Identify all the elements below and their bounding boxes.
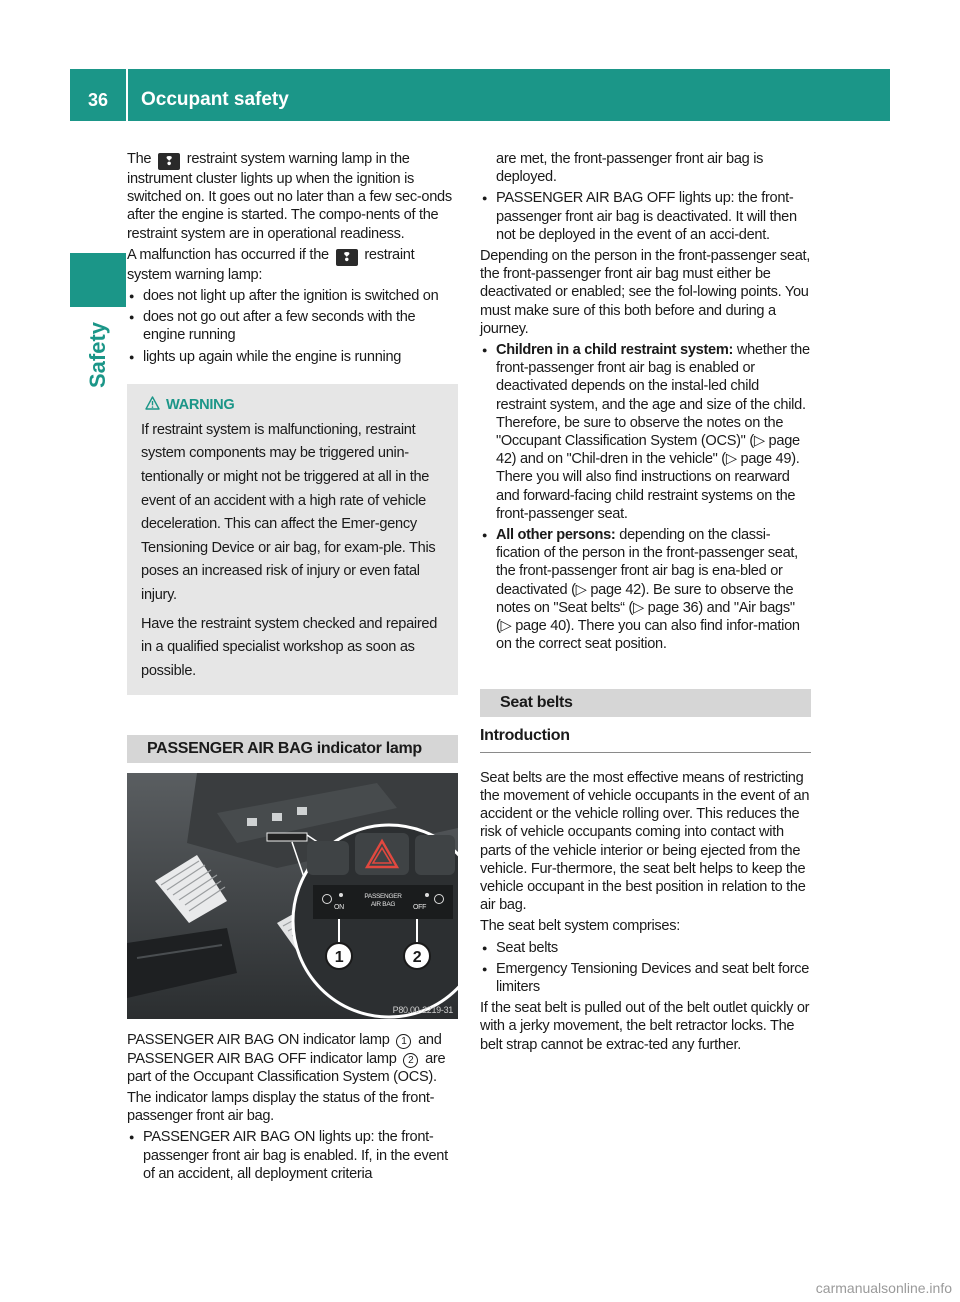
list-item: ● PASSENGER AIR BAG ON lights up: the front-passenger front air bag is enabled. If, in the event of an accident, all deployment criteria — [127, 1128, 458, 1183]
system-components-list — [480, 939, 811, 997]
status-paragraph: The indicator lamps display the status of the front-passenger front air bag. — [127, 1089, 435, 1125]
list-item: ● does not go out after a few seconds with the engine running — [127, 308, 458, 344]
watermark: carmanualsonline.info — [815, 1280, 952, 1296]
section-tab-label: Safety — [85, 321, 110, 389]
comprises-paragraph: The seat belt system comprises: — [480, 918, 680, 935]
callout-2-label: 2 — [412, 949, 422, 967]
off-indicator-label: OFF — [413, 904, 427, 912]
airbag-indicator-photo — [127, 773, 458, 1019]
depending-paragraph: Depending on the person in the front-passenger seat, the front-passenger front air bag must either be deactivated or enabled; see the fol-lowing points. You must make sure of this both before and during a journey. — [480, 248, 811, 337]
callout-1-ref: 1 — [396, 1034, 411, 1049]
intro-text-post: restraint system warning lamp in the instrument cluster lights up when the ignition is switched on. It goes out no later than a few sec-onds after the engine is started. The compo-nents of the restraint system are in operational readiness. — [127, 151, 452, 242]
restraint-warning-lamp-icon: ❢ — [158, 153, 180, 170]
occupant-list — [480, 341, 811, 653]
indicator-list — [127, 1128, 458, 1183]
section-tab-marker — [70, 253, 126, 307]
list-item: ● Emergency Tensioning Devices and seat belt force limiters — [480, 960, 811, 996]
warning-paragraph: If restraint system is malfunctioning, restraint system components may be triggered unin-tentionally or might not be triggered at all in the event of an accident with a high rate of vehicle deceleration. This can affect the Emer-gency Tensioning Device or air bag, for exam-ple. This poses an increased risk of injury or even fatal injury. — [141, 421, 436, 603]
seat-belt-intro-paragraph: Seat belts are the most effective means of restricting the movement of vehicle occupants in the event of an accident or the vehicle rolling over. This reduces the risk of vehicle occupants coming into contact with parts of the vehicle interior or being ejected from the vehicle. Fur-thermore, the seat belt helps to keep the vehicle occupant in the best position in relation to the air bag. — [480, 769, 810, 914]
panel-label-line2: AIR BAG — [370, 901, 396, 909]
section-heading-airbag-lamp: PASSENGER AIR BAG indicator lamp — [127, 735, 458, 763]
list-item: ● PASSENGER AIR BAG OFF lights up: the front-passenger front air bag is deactivated. It will then not be deployed in the event of an acci-dent. — [480, 189, 811, 244]
belt-lock-paragraph: If the seat belt is pulled out of the belt outlet quickly or with a jerky movement, the belt retractor locks. The belt strap cannot be extrac-ted any further. — [480, 1000, 810, 1053]
warning-heading-text: WARNING — [166, 396, 235, 413]
list-item: ● does not light up after the ignition is switched on — [127, 287, 458, 305]
callout-2-ref: 2 — [403, 1053, 418, 1068]
caption-text: are part of the Occupant Classification System (OCS). — [127, 1050, 446, 1085]
callout-1-label: 1 — [334, 949, 344, 967]
list-item-label: All other persons: — [496, 527, 616, 544]
list-item-text: whether the front-passenger front air bag is enabled or deactivated depends on the instal-led child restraint system, and the age and size of the child. Therefore, be sure to observe the notes on the "Occupant Classification System (OCS)" (▷ page 42) and on "Chil-dren in the vehicle" (▷ page 49). There you will also find instructions on rearward and forward-facing child restraint systems on the front-passenger seat. — [496, 342, 810, 522]
section-heading-seat-belts: Seat belts — [480, 689, 811, 717]
caption-text: PASSENGER AIR BAG ON indicator lamp — [127, 1032, 390, 1049]
list-item — [480, 526, 811, 653]
warning-paragraph: Have the restraint system checked and repaired in a qualified specialist workshop as soon as possible. — [141, 615, 438, 679]
overhead-console-illustration — [127, 773, 458, 1019]
list-item-label: Children in a child restraint system: — [496, 342, 734, 359]
panel-label-line1: PASSENGER — [364, 893, 402, 901]
continuation-paragraph: are met, the front-passenger front air bag is deployed. — [496, 151, 764, 186]
malfunction-list — [127, 287, 458, 366]
malfunction-text-pre: A malfunction has occurred if the — [127, 246, 329, 263]
warning-heading — [141, 396, 444, 414]
malfunction-text-post: restraint system warning lamp: — [127, 246, 415, 283]
list-item: ● lights up again while the engine is running — [127, 348, 458, 366]
image-reference-code: P80.00-2219-31 — [392, 1005, 453, 1016]
warning-box — [127, 384, 458, 696]
page-title: Occupant safety — [141, 89, 289, 110]
page-number: 36 — [87, 90, 109, 110]
intro-paragraph — [127, 150, 458, 243]
indicator-list-continued — [480, 189, 811, 244]
header-divider — [126, 69, 128, 121]
on-indicator-label: ON — [334, 904, 344, 912]
warning-triangle-icon — [145, 396, 160, 410]
list-item: ● Seat belts — [480, 939, 811, 957]
malfunction-paragraph — [127, 246, 458, 284]
list-item — [480, 341, 811, 523]
left-column — [127, 150, 458, 1186]
restraint-warning-lamp-icon: ❢ — [336, 249, 358, 266]
intro-text-pre: The — [127, 151, 152, 167]
subheading-introduction: Introduction — [480, 727, 811, 752]
right-column — [480, 150, 811, 1057]
caption-paragraph — [127, 1031, 458, 1086]
caption-text: and PASSENGER AIR BAG OFF indicator lamp — [127, 1032, 442, 1067]
list-item-text: depending on the classi-fication of the person in the front-passenger seat, the front-passenger front air bag is ena-bled or deactivated (▷ page 42). Be sure to observe the notes on "Seat belts“ (▷ page 36) and "Air bags" (▷ page 40). There you can also find infor-mation on the correct seat position. — [496, 527, 800, 653]
